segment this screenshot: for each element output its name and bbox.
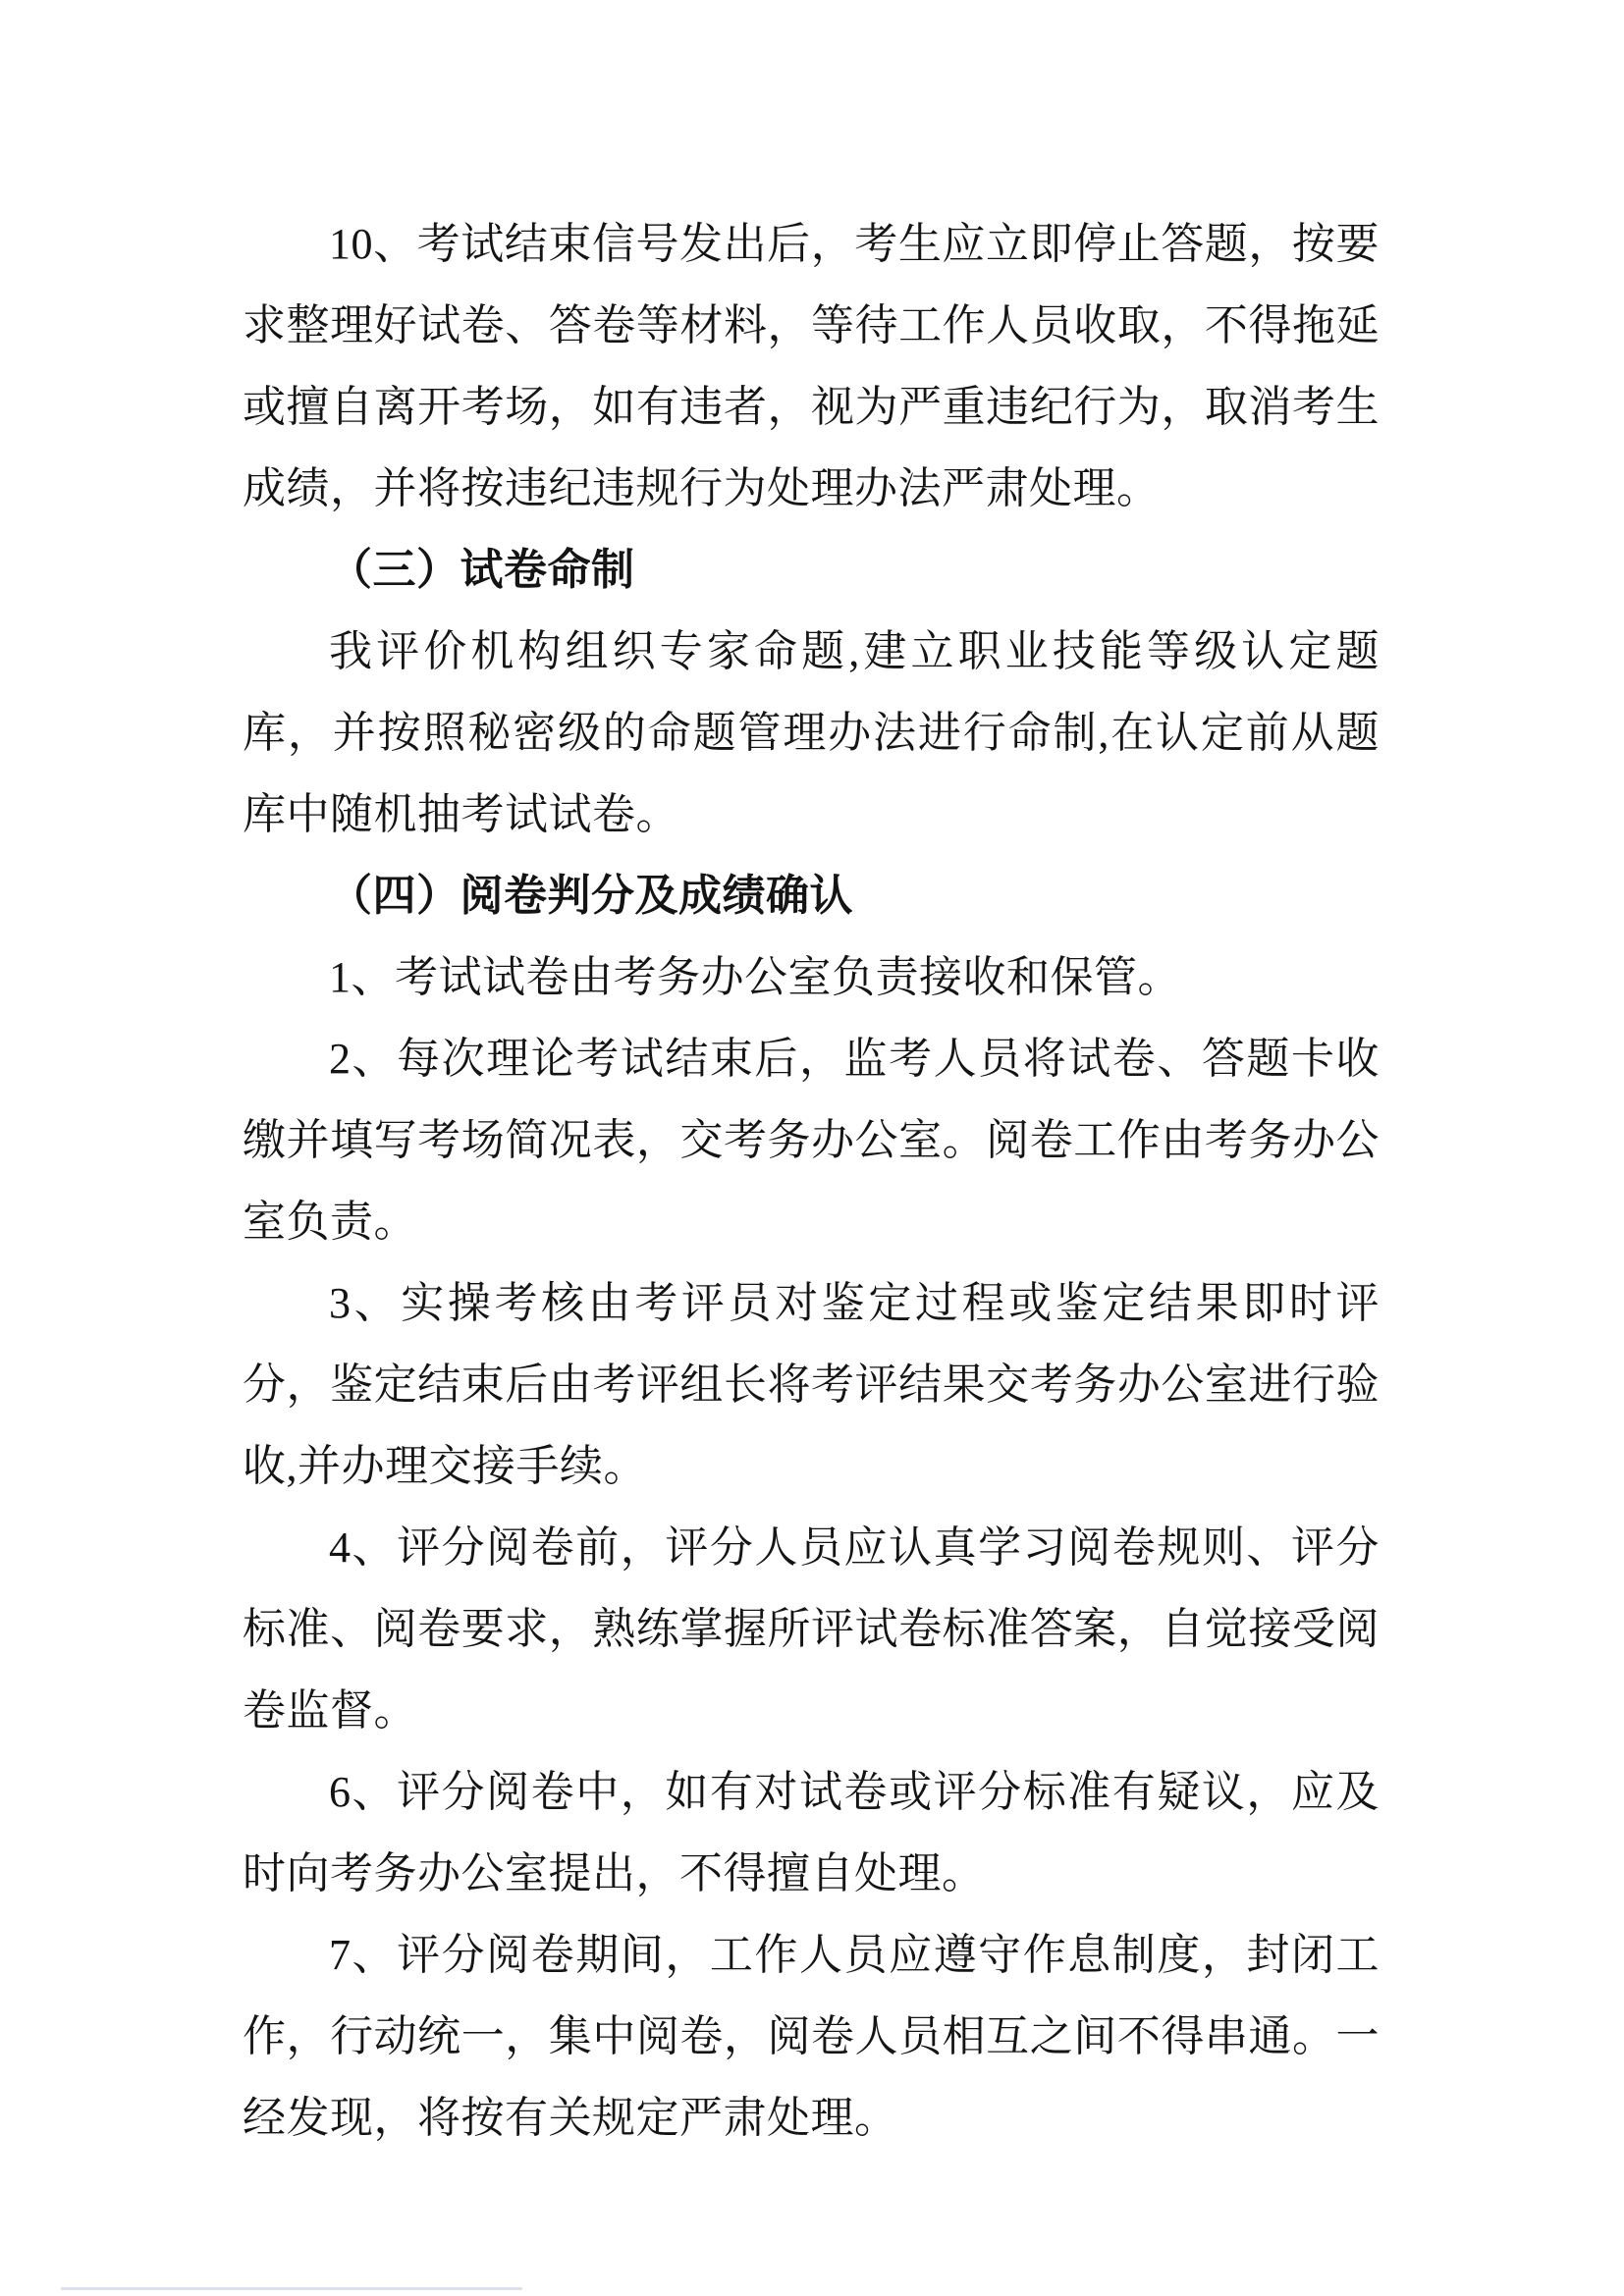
paragraph-grading-item-4: 4、评分阅卷前，评分人员应认真学习阅卷规则、评分标准、阅卷要求，熟练掌握所评试卷标准答案，自觉接受阅卷监督。 bbox=[243, 1523, 1380, 1735]
paragraph-exam-end-rule-10: 10、考试结束信号发出后，考生应立即停止答题，按要求整理好试卷、答卷等材料，等待工作人员收取，不得拖延或擅自离开考场，如有违者，视为严重违纪行为，取消考生成绩，并将按违纪违规行为处理办法严肃处理。 bbox=[243, 220, 1380, 512]
paragraph-question-bank: 我评价机构组织专家命题,建立职业技能等级认定题库，并按照秘密级的命题管理办法进行命制,在认定前从题库中随机抽考试试卷。 bbox=[243, 627, 1380, 838]
paragraph-grading-item-1: 1、考试试卷由考务办公室负责接收和保管。 bbox=[329, 953, 1181, 1001]
paragraph-grading-item-2: 2、每次理论考试结束后，监考人员将试卷、答题卡收缴并填写考场简况表，交考务办公室。阅卷工作由考务办公室负责。 bbox=[243, 1035, 1380, 1246]
document-body bbox=[243, 203, 1380, 2159]
paragraph-grading-item-3: 3、实操考核由考评员对鉴定过程或鉴定结果即时评分，鉴定结束后由考评组长将考评结果交考务办公室进行验收,并办理交接手续。 bbox=[243, 1279, 1380, 1490]
paragraph-grading-item-6: 6、评分阅卷中，如有对试卷或评分标准有疑议，应及时向考务办公室提出，不得擅自处理。 bbox=[243, 1768, 1380, 1897]
section-heading-grading-confirmation: （四）阅卷判分及成绩确认 bbox=[329, 872, 853, 920]
page-bottom-scan-artifact bbox=[61, 2287, 522, 2290]
paragraph-grading-item-7: 7、评分阅卷期间，工作人员应遵守作息制度，封闭工作，行动统一，集中阅卷，阅卷人员相互之间不得串通。一经发现，将按有关规定严肃处理。 bbox=[243, 1931, 1380, 2142]
section-heading-paper-creation: （三）试卷命制 bbox=[329, 546, 635, 594]
